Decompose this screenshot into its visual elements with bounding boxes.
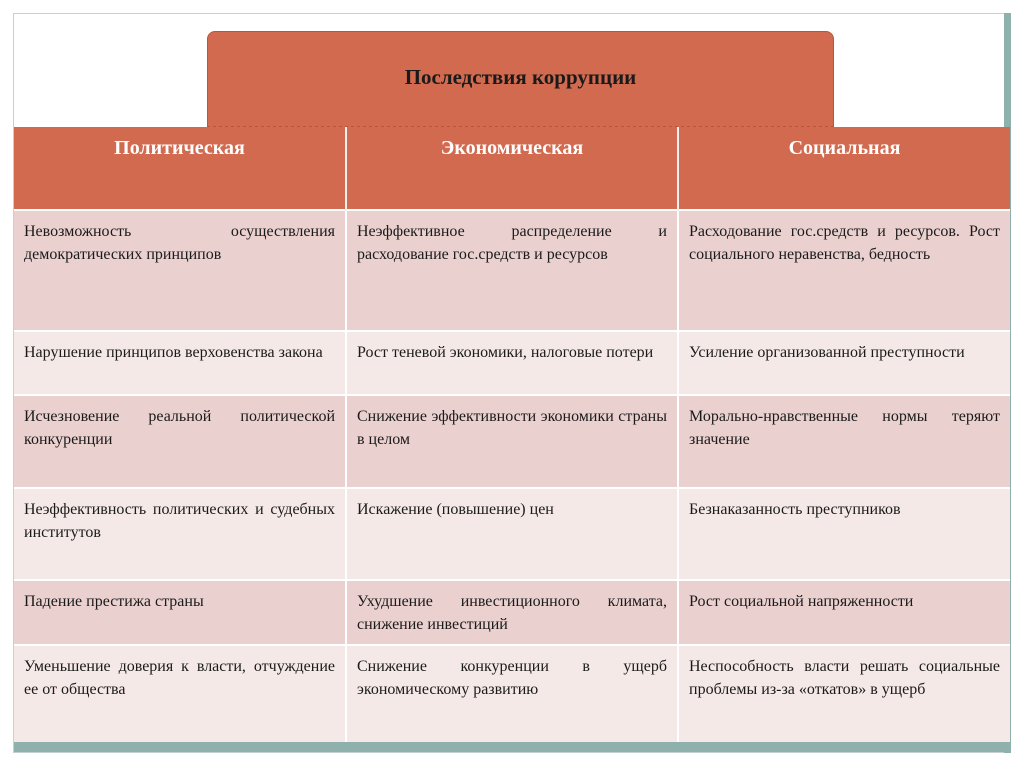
table-cell: Искажение (повышение) цен (346, 488, 678, 580)
table-cell: Неспособность власти решать социальные проблемы из-за «откатов» в ущерб (678, 645, 1010, 742)
table-cell: Расходование гос.средств и ресурсов. Рост социального неравенства, бедность (678, 210, 1010, 331)
table-cell: Снижение эффективности экономики страны в целом (346, 395, 678, 488)
table-cell: Рост теневой экономики, налоговые потери (346, 331, 678, 395)
table-cell: Уменьшение доверия к власти, отчуждение ее от общества (14, 645, 346, 742)
table-cell: Неэффективное распределение и расходование гос.средств и ресурсов (346, 210, 678, 331)
table-row (14, 210, 1010, 331)
table-cell: Падение престижа страны (14, 580, 346, 645)
column-header-economic: Экономическая (346, 127, 678, 210)
table-row (14, 645, 1010, 742)
table-cell: Невозможность осуществления демократических принципов (14, 210, 346, 331)
table-cell: Снижение конкуренции в ущерб экономическому развитию (346, 645, 678, 742)
slide-title: Последствия коррупции (404, 64, 637, 89)
table-row (14, 331, 1010, 395)
title-box (207, 31, 834, 127)
table-cell: Нарушение принципов верховенства закона (14, 331, 346, 395)
table-header-row (14, 127, 1010, 210)
table-row (14, 580, 1010, 645)
table-cell: Ухудшение инвестиционного климата, снижение инвестиций (346, 580, 678, 645)
table-row (14, 395, 1010, 488)
table-row (14, 488, 1010, 580)
table-cell: Неэффективность политических и судебных институтов (14, 488, 346, 580)
column-header-social: Социальная (678, 127, 1010, 210)
consequences-table (14, 127, 1010, 742)
table-cell: Морально-нравственные нормы теряют значение (678, 395, 1010, 488)
table-cell: Исчезновение реальной политической конкуренции (14, 395, 346, 488)
table-cell: Рост социальной напряженности (678, 580, 1010, 645)
table-cell: Усиление организованной преступности (678, 331, 1010, 395)
table-cell: Безнаказанность преступников (678, 488, 1010, 580)
column-header-political: Политическая (14, 127, 346, 210)
